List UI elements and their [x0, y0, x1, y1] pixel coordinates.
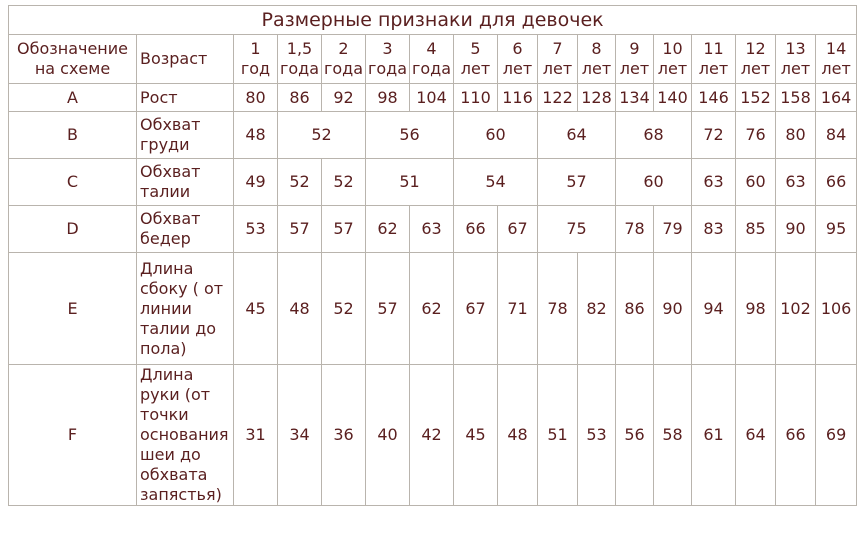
table-cell: 48: [278, 253, 322, 365]
row-label: Длина сбоку ( от линии талии до пола): [137, 253, 234, 365]
row-code: C: [9, 159, 137, 206]
table-cell: 31: [234, 365, 278, 506]
table-cell: 86: [278, 84, 322, 112]
row-code: F: [9, 365, 137, 506]
table-cell: 42: [410, 365, 454, 506]
table-cell: 58: [654, 365, 692, 506]
table-cell: 52: [322, 253, 366, 365]
table-cell: 94: [692, 253, 736, 365]
table-cell: 60: [616, 159, 692, 206]
table-cell: 69: [816, 365, 857, 506]
table-cell: 62: [366, 206, 410, 253]
header-age-2: 1,5 года: [278, 35, 322, 84]
header-age-5: 4 года: [410, 35, 454, 84]
row-label: Обхват талии: [137, 159, 234, 206]
table-cell: 66: [816, 159, 857, 206]
table-cell: 164: [816, 84, 857, 112]
table-cell: 52: [278, 159, 322, 206]
table-cell: 57: [538, 159, 616, 206]
row-label: Рост: [137, 84, 234, 112]
table-cell: 79: [654, 206, 692, 253]
table-title: Размерные признаки для девочек: [9, 6, 857, 35]
table-cell: 152: [736, 84, 776, 112]
table-cell: 66: [776, 365, 816, 506]
header-age-7: 6 лет: [498, 35, 538, 84]
table-cell: 85: [736, 206, 776, 253]
table-cell: 78: [538, 253, 578, 365]
table-cell: 68: [616, 112, 692, 159]
table-cell: 52: [322, 159, 366, 206]
table-cell: 80: [234, 84, 278, 112]
header-age-11: 10 лет: [654, 35, 692, 84]
row-label: Длина руки (от точки основания шеи до обхвата запястья): [137, 365, 234, 506]
table-cell: 57: [322, 206, 366, 253]
table-cell: 78: [616, 206, 654, 253]
table-cell: 53: [578, 365, 616, 506]
header-age-9: 8 лет: [578, 35, 616, 84]
header-age-12: 11 лет: [692, 35, 736, 84]
table-row: [9, 206, 857, 253]
table-cell: 80: [776, 112, 816, 159]
table-cell: 40: [366, 365, 410, 506]
table-cell: 134: [616, 84, 654, 112]
table-cell: 60: [736, 159, 776, 206]
table-cell: 92: [322, 84, 366, 112]
table-cell: 49: [234, 159, 278, 206]
header-age-14: 13 лет: [776, 35, 816, 84]
header-age-15: 14 лет: [816, 35, 857, 84]
table-cell: 84: [816, 112, 857, 159]
table-cell: 45: [234, 253, 278, 365]
table-cell: 82: [578, 253, 616, 365]
table-cell: 98: [366, 84, 410, 112]
table-cell: 72: [692, 112, 736, 159]
row-code: D: [9, 206, 137, 253]
table-cell: 98: [736, 253, 776, 365]
table-cell: 158: [776, 84, 816, 112]
table-cell: 57: [366, 253, 410, 365]
table-cell: 63: [410, 206, 454, 253]
row-code: A: [9, 84, 137, 112]
size-chart: [8, 5, 857, 506]
table-cell: 56: [616, 365, 654, 506]
table-cell: 53: [234, 206, 278, 253]
table-cell: 51: [366, 159, 454, 206]
table-cell: 60: [454, 112, 538, 159]
table-cell: 54: [454, 159, 538, 206]
table-cell: 62: [410, 253, 454, 365]
header-age: Возраст: [137, 35, 234, 84]
title-row: [9, 6, 857, 35]
table-cell: 83: [692, 206, 736, 253]
header-designation: Обозначение на схеме: [9, 35, 137, 84]
table-cell: 56: [366, 112, 454, 159]
table-cell: 106: [816, 253, 857, 365]
table-cell: 128: [578, 84, 616, 112]
table-cell: 71: [498, 253, 538, 365]
table-cell: 140: [654, 84, 692, 112]
table-cell: 63: [692, 159, 736, 206]
table-cell: 61: [692, 365, 736, 506]
table-row: [9, 84, 857, 112]
table-cell: 64: [736, 365, 776, 506]
table-cell: 34: [278, 365, 322, 506]
table-cell: 146: [692, 84, 736, 112]
table-cell: 51: [538, 365, 578, 506]
table-cell: 76: [736, 112, 776, 159]
table-cell: 110: [454, 84, 498, 112]
header-age-13: 12 лет: [736, 35, 776, 84]
table-row: [9, 365, 857, 506]
table-cell: 90: [776, 206, 816, 253]
header-age-1: 1 год: [234, 35, 278, 84]
header-age-3: 2 года: [322, 35, 366, 84]
table-cell: 104: [410, 84, 454, 112]
table-cell: 36: [322, 365, 366, 506]
header-age-8: 7 лет: [538, 35, 578, 84]
table-cell: 45: [454, 365, 498, 506]
table-cell: 66: [454, 206, 498, 253]
table-cell: 64: [538, 112, 616, 159]
table-row: [9, 159, 857, 206]
table-cell: 116: [498, 84, 538, 112]
table-cell: 122: [538, 84, 578, 112]
table-cell: 95: [816, 206, 857, 253]
table-cell: 90: [654, 253, 692, 365]
table-cell: 102: [776, 253, 816, 365]
table-cell: 67: [498, 206, 538, 253]
table-cell: 52: [278, 112, 366, 159]
header-row: [9, 35, 857, 84]
table-cell: 57: [278, 206, 322, 253]
header-age-4: 3 года: [366, 35, 410, 84]
row-label: Обхват груди: [137, 112, 234, 159]
table-cell: 75: [538, 206, 616, 253]
table-cell: 48: [498, 365, 538, 506]
size-table: [8, 5, 857, 506]
table-cell: 63: [776, 159, 816, 206]
header-age-6: 5 лет: [454, 35, 498, 84]
table-cell: 48: [234, 112, 278, 159]
row-label: Обхват бедер: [137, 206, 234, 253]
table-row: [9, 253, 857, 365]
row-code: E: [9, 253, 137, 365]
table-row: [9, 112, 857, 159]
table-cell: 86: [616, 253, 654, 365]
table-cell: 67: [454, 253, 498, 365]
row-code: B: [9, 112, 137, 159]
header-age-10: 9 лет: [616, 35, 654, 84]
